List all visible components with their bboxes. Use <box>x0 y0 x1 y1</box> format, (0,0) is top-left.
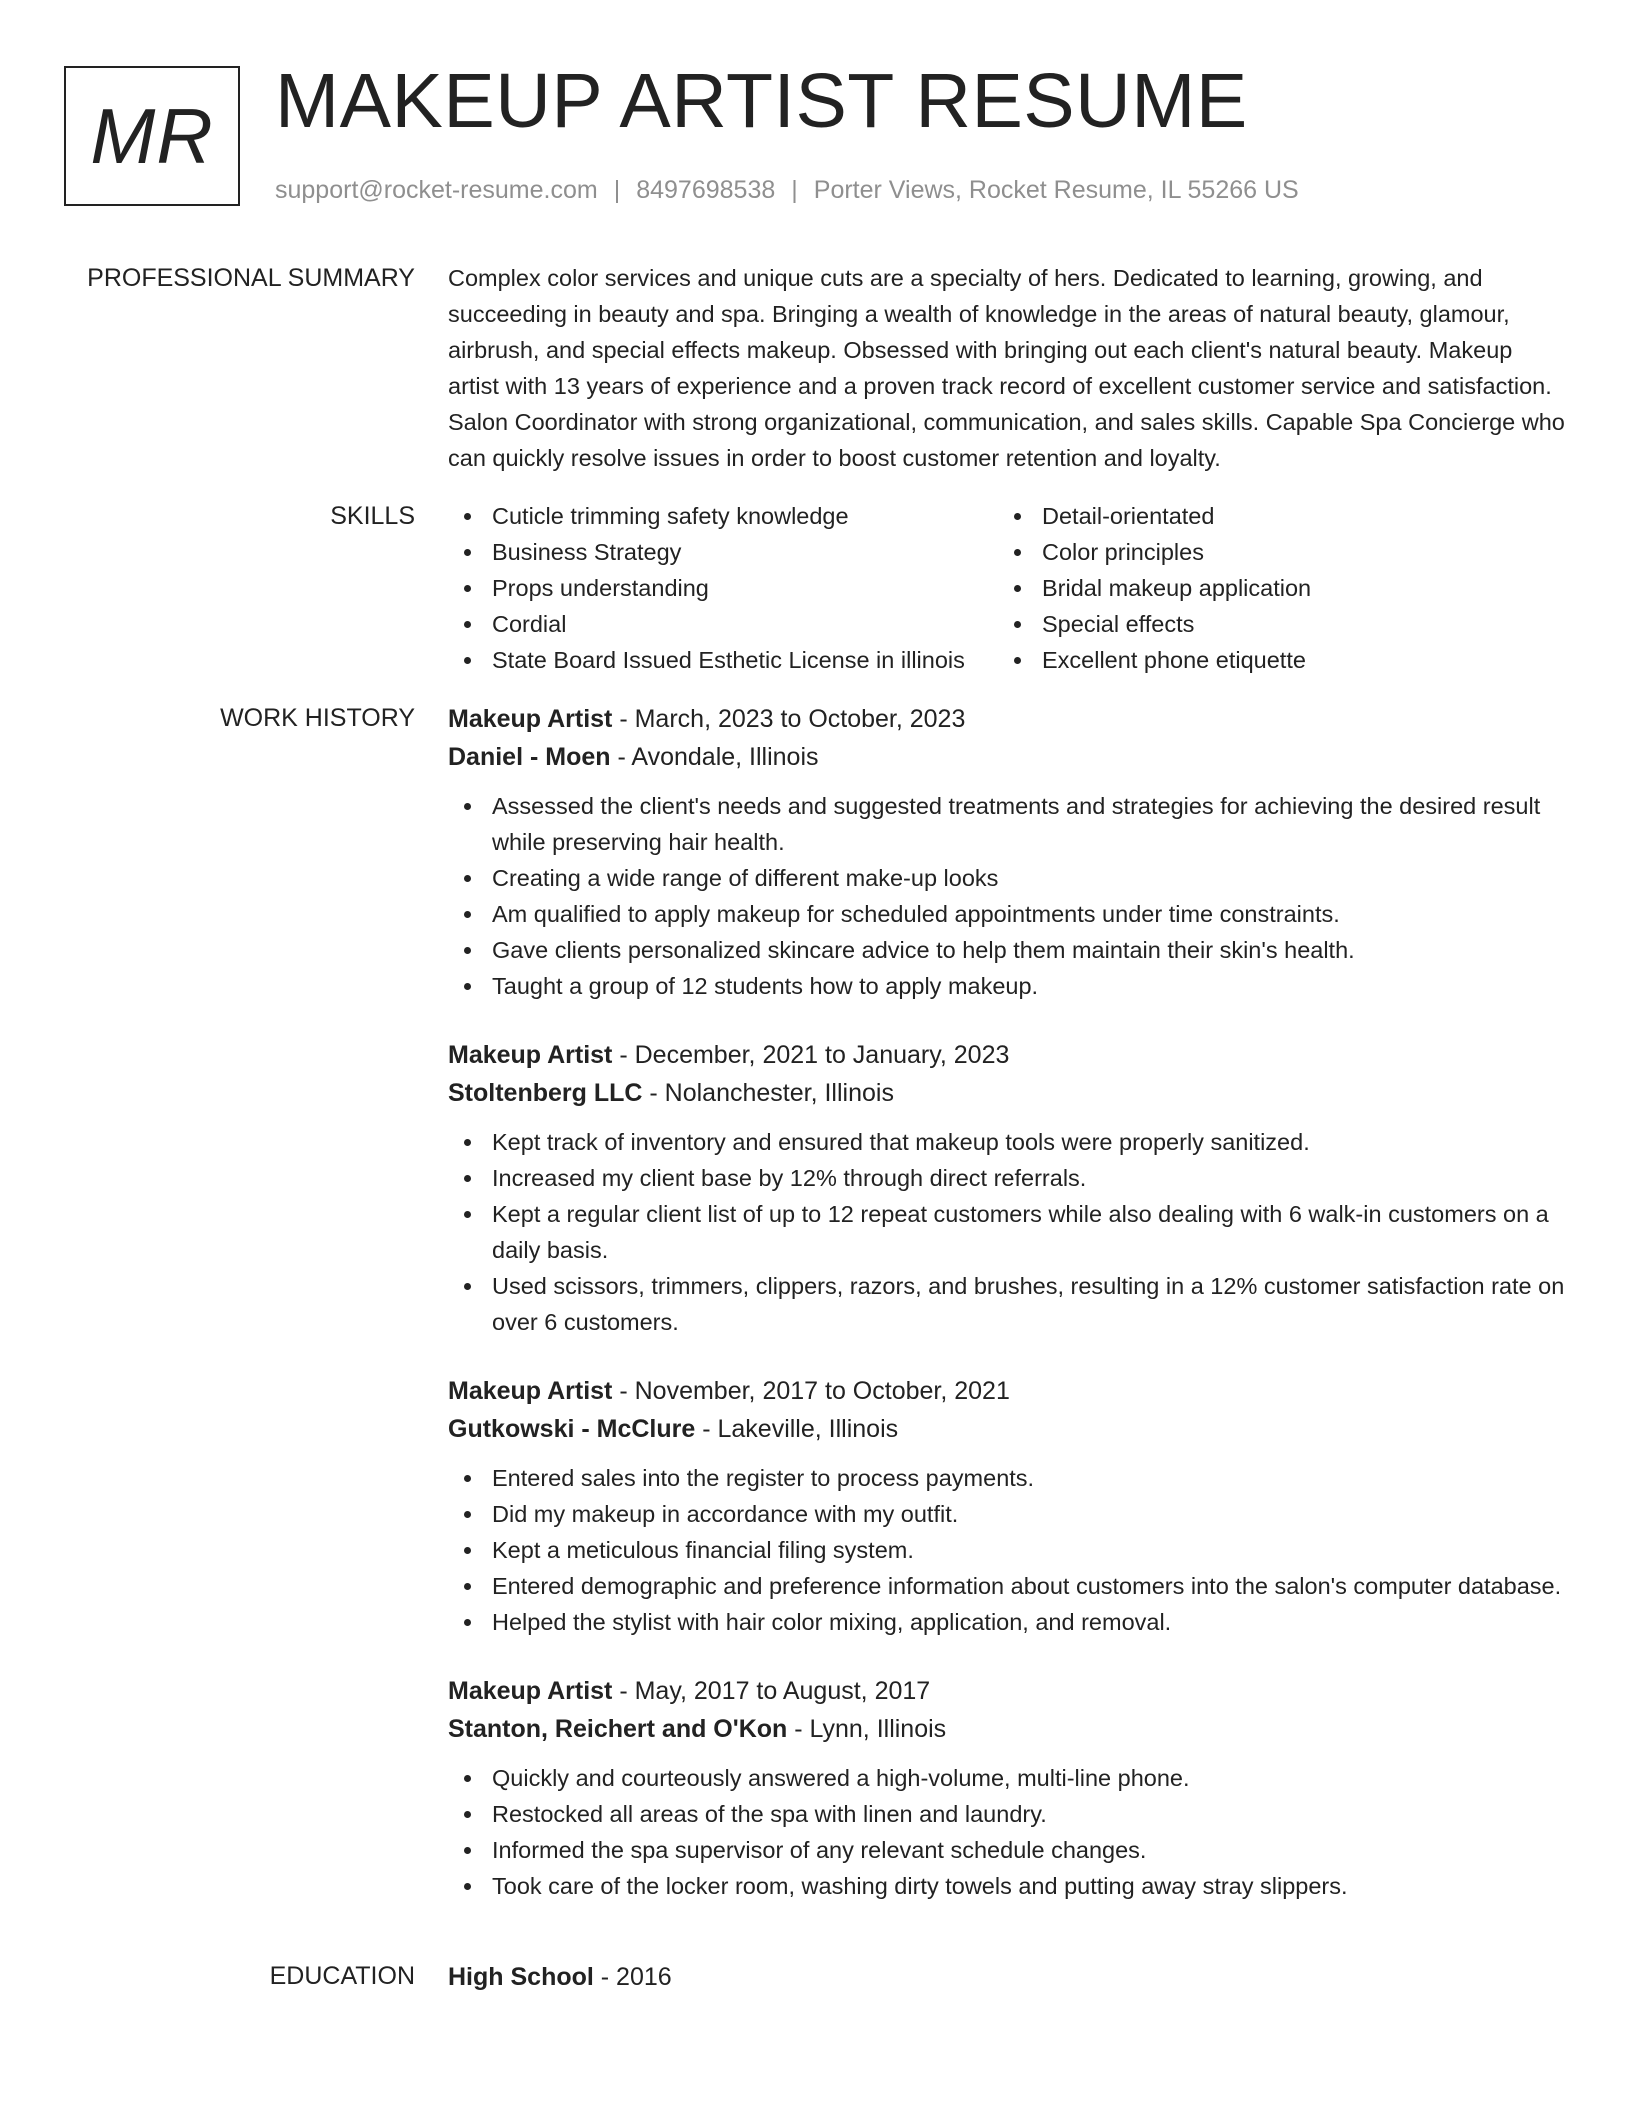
skills-body <box>448 498 1568 678</box>
job-company: Stoltenberg LLC <box>448 1079 643 1107</box>
resume-title: MAKEUP ARTIST RESUME <box>275 58 1248 144</box>
monogram-initials: MR <box>90 92 214 180</box>
duty-item: Quickly and courteously answered a high-volume, multi-line phone. <box>448 1760 1568 1796</box>
summary-body <box>448 260 1568 476</box>
job-company: Gutkowski - McClure <box>448 1415 696 1443</box>
job-company: Stanton, Reichert and O'Kon <box>448 1715 788 1743</box>
job-duties <box>448 788 1568 1004</box>
job-company-line <box>448 1074 1568 1112</box>
education-section <box>0 1958 1632 1996</box>
job-company: Daniel - Moen <box>448 743 611 771</box>
duty-item: Kept track of inventory and ensured that makeup tools were properly sanitized. <box>448 1124 1568 1160</box>
education-body <box>448 1958 1568 1996</box>
education-year: - 2016 <box>593 1963 672 1991</box>
skill-item: State Board Issued Esthetic License in illinois <box>448 642 998 678</box>
contact-email: support@rocket-resume.com <box>275 176 598 204</box>
work-history-section <box>0 700 1632 1936</box>
job-location: - Lynn, Illinois <box>787 1715 947 1743</box>
job-title-line <box>448 1672 1568 1710</box>
contact-address: Porter Views, Rocket Resume, IL 55266 US <box>813 176 1299 204</box>
job-dates: - December, 2021 to January, 2023 <box>612 1041 1010 1069</box>
duty-item: Entered demographic and preference information about customers into the salon's computer database. <box>448 1568 1568 1604</box>
job-dates: - November, 2017 to October, 2021 <box>612 1377 1010 1405</box>
duty-item: Took care of the locker room, washing dirty towels and putting away stray slippers. <box>448 1868 1568 1904</box>
section-label-skills: SKILLS <box>330 502 415 530</box>
education-degree: High School <box>448 1963 594 1991</box>
skills-column-left <box>448 498 998 678</box>
job-title-line <box>448 700 1568 738</box>
job-duties <box>448 1124 1568 1340</box>
contact-separator: | <box>613 176 621 204</box>
job-entry <box>448 700 1568 1004</box>
skill-item: Props understanding <box>448 570 998 606</box>
job-location: - Nolanchester, Illinois <box>642 1079 894 1107</box>
skill-item: Excellent phone etiquette <box>998 642 1518 678</box>
job-location: - Lakeville, Illinois <box>695 1415 899 1443</box>
job-company-line <box>448 1410 1568 1448</box>
job-entry <box>448 1036 1568 1340</box>
duty-item: Kept a meticulous financial filing system. <box>448 1532 1568 1568</box>
job-location: - Avondale, Illinois <box>610 743 819 771</box>
section-label-summary: PROFESSIONAL SUMMARY <box>87 264 415 292</box>
contact-line <box>275 175 1299 205</box>
duty-item: Taught a group of 12 students how to apply makeup. <box>448 968 1568 1004</box>
monogram-box <box>64 66 240 206</box>
job-entry <box>448 1672 1568 1904</box>
skill-item: Color principles <box>998 534 1518 570</box>
section-label-education: EDUCATION <box>269 1962 415 1990</box>
skills-column-right <box>998 498 1518 678</box>
job-title: Makeup Artist <box>448 705 613 733</box>
duty-item: Kept a regular client list of up to 12 repeat customers while also dealing with 6 walk-in customers on a daily basis. <box>448 1196 1568 1268</box>
job-entry <box>448 1372 1568 1640</box>
job-title-line <box>448 1372 1568 1410</box>
job-title: Makeup Artist <box>448 1041 613 1069</box>
job-company-line <box>448 1710 1568 1748</box>
education-degree-line <box>448 1958 1568 1996</box>
duty-item: Restocked all areas of the spa with linen and laundry. <box>448 1796 1568 1832</box>
duty-item: Used scissors, trimmers, clippers, razors, and brushes, resulting in a 12% customer satisfaction rate on over 6 customers. <box>448 1268 1568 1340</box>
section-label-work: WORK HISTORY <box>220 704 415 732</box>
job-title: Makeup Artist <box>448 1377 613 1405</box>
duty-item: Helped the stylist with hair color mixing, application, and removal. <box>448 1604 1568 1640</box>
work-body <box>448 700 1568 1936</box>
duty-item: Assessed the client's needs and suggested treatments and strategies for achieving the desired result while preserving hair health. <box>448 788 1568 860</box>
skill-item: Cordial <box>448 606 998 642</box>
skill-item: Special effects <box>998 606 1518 642</box>
duty-item: Increased my client base by 12% through direct referrals. <box>448 1160 1568 1196</box>
skill-item: Business Strategy <box>448 534 998 570</box>
summary-section <box>0 260 1632 476</box>
job-title-line <box>448 1036 1568 1074</box>
skills-section <box>0 498 1632 678</box>
duty-item: Gave clients personalized skincare advice to help them maintain their skin's health. <box>448 932 1568 968</box>
duty-item: Informed the spa supervisor of any relevant schedule changes. <box>448 1832 1568 1868</box>
skills-grid <box>448 498 1568 678</box>
duty-item: Entered sales into the register to process payments. <box>448 1460 1568 1496</box>
resume-content <box>0 260 1632 2018</box>
duty-item: Am qualified to apply makeup for scheduled appointments under time constraints. <box>448 896 1568 932</box>
skill-item: Bridal makeup application <box>998 570 1518 606</box>
summary-text: Complex color services and unique cuts are a specialty of hers. Dedicated to learning, growing, and succeeding in beauty and spa. Bringing a wealth of knowledge in the areas of natural beauty, glamour, airbrush, and special effects makeup. Obsessed with bringing out each client's natural beauty. Makeup artist with 13 years of experience and a proven track record of excellent customer service and satisfaction. Salon Coordinator with strong organizational, communication, and sales skills. Capable Spa Concierge who can quickly resolve issues in order to boost customer retention and loyalty. <box>448 265 1565 471</box>
job-company-line <box>448 738 1568 776</box>
job-duties <box>448 1760 1568 1904</box>
job-dates: - May, 2017 to August, 2017 <box>612 1677 931 1705</box>
duty-item: Did my makeup in accordance with my outfit. <box>448 1496 1568 1532</box>
contact-phone: 8497698538 <box>636 176 776 204</box>
skill-item: Cuticle trimming safety knowledge <box>448 498 998 534</box>
duty-item: Creating a wide range of different make-up looks <box>448 860 1568 896</box>
job-dates: - March, 2023 to October, 2023 <box>612 705 966 733</box>
skill-item: Detail-orientated <box>998 498 1518 534</box>
job-duties <box>448 1460 1568 1640</box>
job-title: Makeup Artist <box>448 1677 613 1705</box>
contact-separator: | <box>791 176 798 204</box>
